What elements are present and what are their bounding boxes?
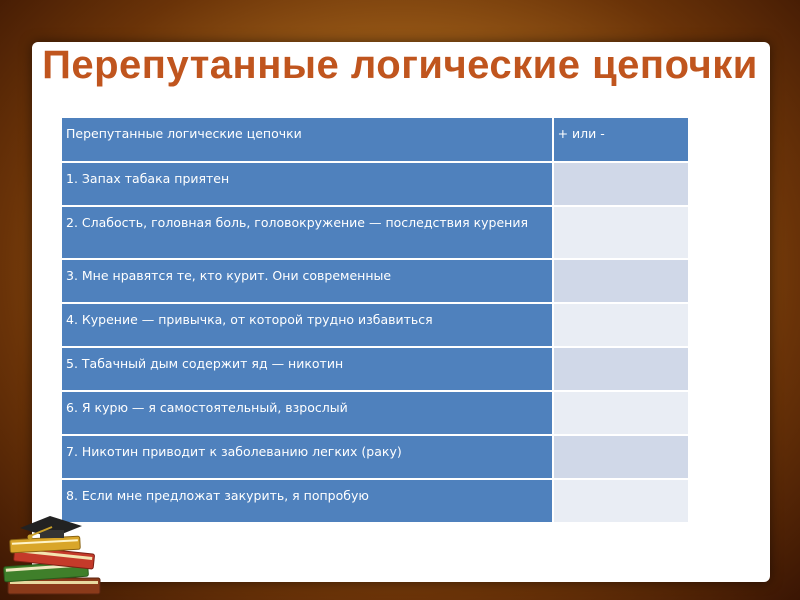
table-row	[61, 347, 689, 391]
table-row	[61, 162, 689, 206]
row-statement: 7. Никотин приводит к заболеванию легких (раку)	[61, 435, 553, 479]
row-mark-cell[interactable]	[553, 347, 689, 391]
row-statement: 2. Слабость, головная боль, головокружение — последствия курения	[61, 206, 553, 259]
header-plus-minus: + или -	[553, 117, 689, 162]
row-mark-cell[interactable]	[553, 391, 689, 435]
row-statement: 1. Запах табака приятен	[61, 162, 553, 206]
books-with-graduation-cap-icon	[0, 508, 118, 600]
table-row	[61, 435, 689, 479]
row-mark-cell[interactable]	[553, 479, 689, 523]
row-mark-cell[interactable]	[553, 259, 689, 303]
table-row	[61, 479, 689, 523]
row-statement: 4. Курение — привычка, от которой трудно избавиться	[61, 303, 553, 347]
header-statement: Перепутанные логические цепочки	[61, 117, 553, 162]
row-statement: 3. Мне нравятся те, кто курит. Они современные	[61, 259, 553, 303]
book-stack	[4, 536, 100, 594]
logic-chains-table	[60, 116, 690, 524]
slide-title: Перепутанные логические цепочки	[42, 43, 758, 87]
table-row	[61, 259, 689, 303]
row-mark-cell[interactable]	[553, 162, 689, 206]
row-mark-cell[interactable]	[553, 206, 689, 259]
graduation-cap	[20, 516, 82, 540]
row-statement: 6. Я курю — я самостоятельный, взрослый	[61, 391, 553, 435]
table-header-row	[61, 117, 689, 162]
row-mark-cell[interactable]	[553, 435, 689, 479]
row-statement: 5. Табачный дым содержит яд — никотин	[61, 347, 553, 391]
table-row	[61, 206, 689, 259]
row-mark-cell[interactable]	[553, 303, 689, 347]
row-statement: 8. Если мне предложат закурить, я попробую	[61, 479, 553, 523]
table-row	[61, 391, 689, 435]
table-row	[61, 303, 689, 347]
